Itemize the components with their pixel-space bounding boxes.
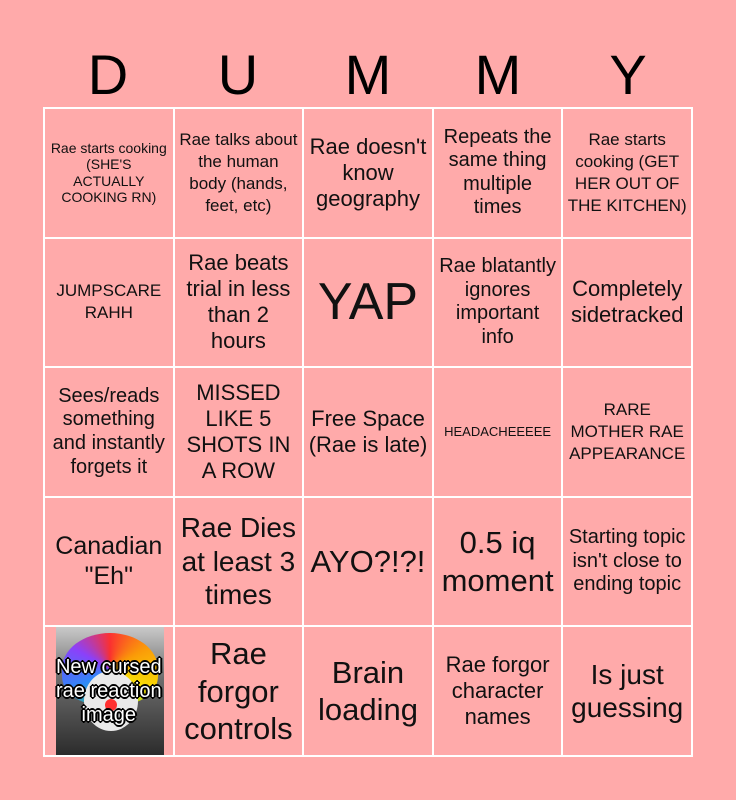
bingo-cell-r5c1[interactable] — [44, 626, 174, 756]
bingo-cell-r5c4[interactable]: Rae forgor character names — [433, 626, 563, 756]
reaction-caption: New cursed rae reaction image — [55, 656, 162, 727]
title-letter-d: D — [87, 43, 129, 106]
bingo-cell-r5c3[interactable]: Brain loading — [303, 626, 433, 756]
bingo-cell-r1c5[interactable]: Rae starts cooking (GET HER OUT OF THE KITCHEN) — [562, 108, 692, 238]
bingo-board — [43, 107, 693, 757]
bingo-title — [43, 44, 693, 106]
bingo-cell-r1c3[interactable]: Rae doesn't know geography — [303, 108, 433, 238]
bingo-cell-r5c2[interactable]: Rae forgor controls — [174, 626, 304, 756]
bingo-cell-r4c3[interactable]: AYO?!?! — [303, 497, 433, 627]
title-letter-m1: M — [344, 43, 392, 106]
bingo-cell-r4c1[interactable]: Canadian "Eh" — [44, 497, 174, 627]
bingo-cell-r3c5[interactable]: RARE MOTHER RAE APPEARANCE — [562, 367, 692, 497]
bingo-cell-r2c5[interactable]: Completely sidetracked — [562, 238, 692, 368]
bingo-cell-r4c4[interactable]: 0.5 iq moment — [433, 497, 563, 627]
bingo-cell-r3c4[interactable]: HEADACHEEEEE — [433, 367, 563, 497]
title-letter-m2: M — [474, 43, 522, 106]
bingo-cell-r5c5[interactable]: Is just guessing — [562, 626, 692, 756]
title-letter-y: Y — [609, 43, 647, 106]
bingo-cell-r2c3[interactable]: YAP — [303, 238, 433, 368]
bingo-cell-r1c1[interactable]: Rae starts cooking (SHE'S ACTUALLY COOKING RN) — [44, 108, 174, 238]
bingo-cell-r1c2[interactable]: Rae talks about the human body (hands, feet, etc) — [174, 108, 304, 238]
bingo-cell-r2c2[interactable]: Rae beats trial in less than 2 hours — [174, 238, 304, 368]
bingo-cell-r4c5[interactable]: Starting topic isn't close to ending topic — [562, 497, 692, 627]
title-letter-u: U — [217, 43, 259, 106]
bingo-cell-r4c2[interactable]: Rae Dies at least 3 times — [174, 497, 304, 627]
bingo-cell-r2c4[interactable]: Rae blatantly ignores important info — [433, 238, 563, 368]
bingo-cell-r1c4[interactable]: Repeats the same thing multiple times — [433, 108, 563, 238]
bingo-cell-r2c1[interactable]: JUMPSCARE RAHH — [44, 238, 174, 368]
bingo-cell-r3c1[interactable]: Sees/reads something and instantly forgets it — [44, 367, 174, 497]
bingo-cell-r3c3[interactable]: Free Space (Rae is late) — [303, 367, 433, 497]
bingo-cell-r3c2[interactable]: MISSED LIKE 5 SHOTS IN A ROW — [174, 367, 304, 497]
